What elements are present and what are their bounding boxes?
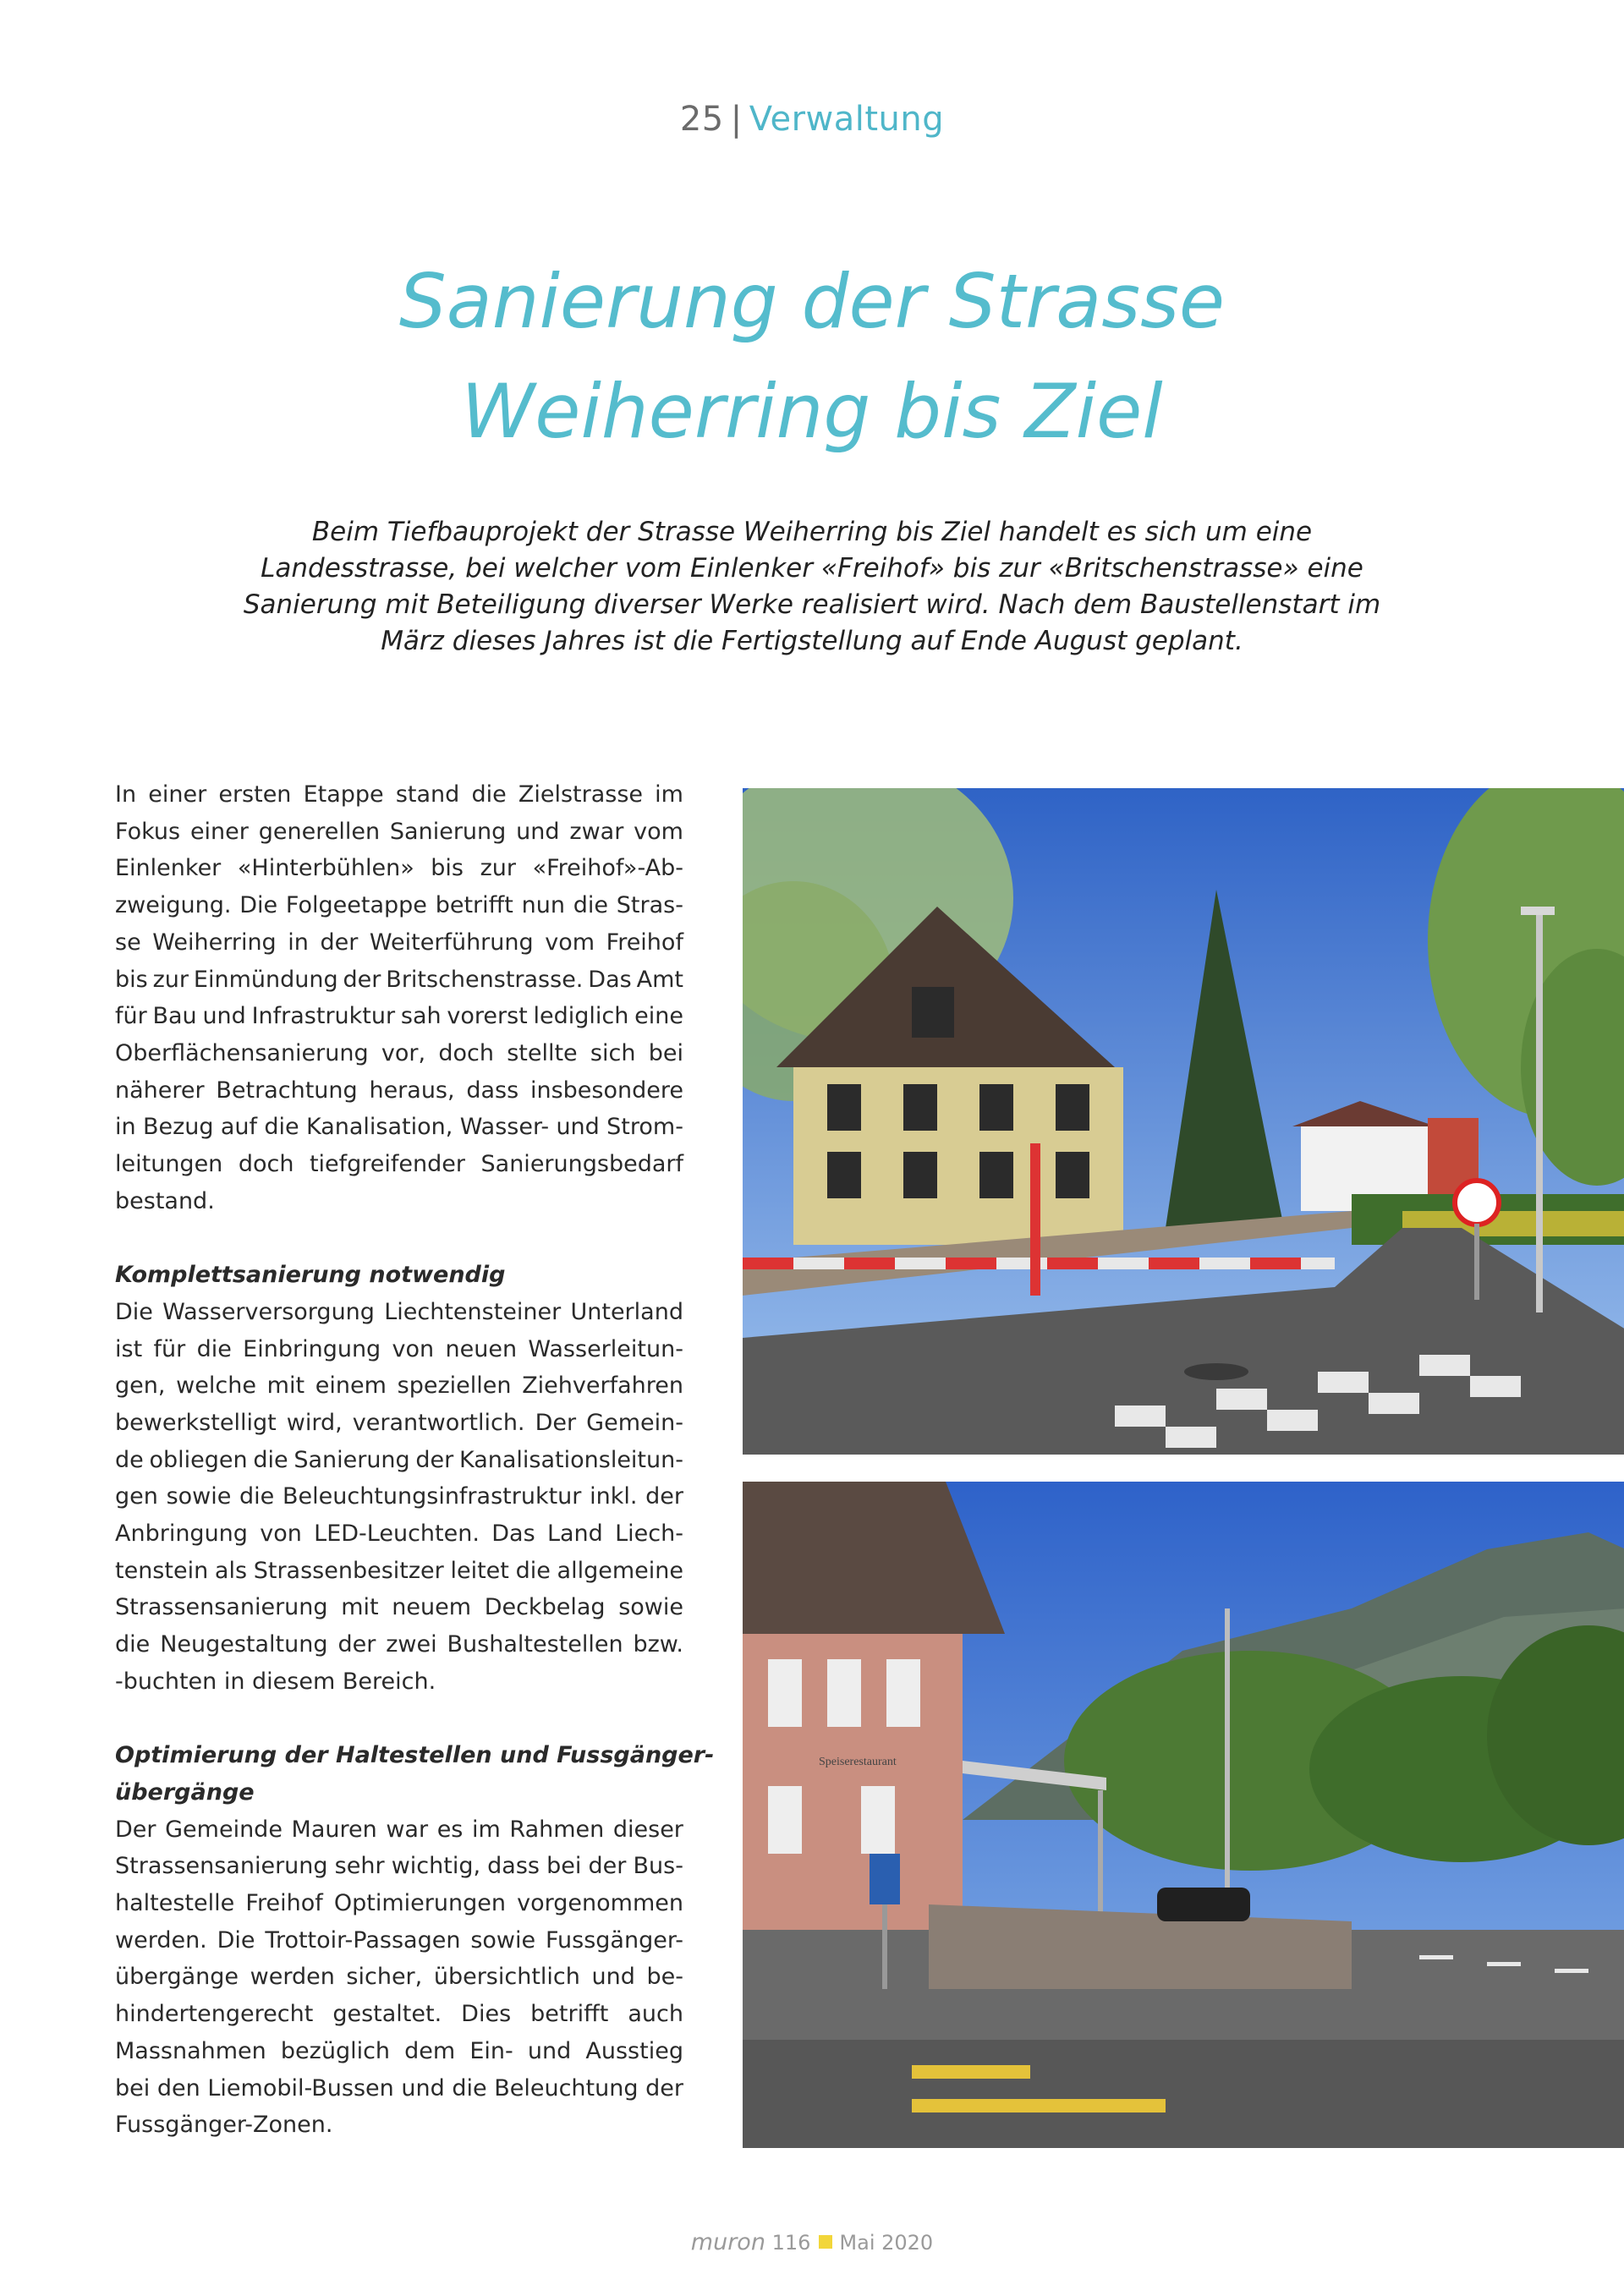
road-construction-photo: [743, 788, 1624, 1455]
body-line: se Weiherring in der Weiterführung vom Freihof: [115, 929, 683, 956]
body-line: in Bezug auf die Kanalisation, Wasser- und Strom-: [115, 1114, 683, 1141]
body-line: die Neugestaltung der zwei Bushaltestellen bzw.: [115, 1631, 683, 1658]
bus-stop-photo: [743, 1482, 1624, 2148]
body-line: gen, welche mit einem speziellen Ziehverfahren: [115, 1373, 683, 1400]
body-line: Strassensanierung sehr wichtig, dass bei der Bus-: [115, 1853, 683, 1880]
issue-number: 116: [771, 2231, 811, 2255]
body-line: bei den Liemobil-Bussen und die Beleuchtung der: [115, 2074, 683, 2101]
body-line: übergänge werden sicher, übersichtlich und be-: [115, 1964, 683, 1991]
body-line: Anbringung von LED-Leuchten. Das Land Liech-: [115, 1521, 683, 1548]
body-text: [115, 776, 715, 2144]
body-line: Die Wasserversorgung Liechtensteiner Unterland: [115, 1298, 683, 1325]
body-line: Strassensanierung mit neuem Deckbelag sowie: [115, 1594, 683, 1621]
article-title: [0, 247, 1624, 467]
lead-line: Beim Tiefbauprojekt der Strasse Weiherring bis Ziel handelt es sich um eine: [311, 517, 1313, 547]
body-line: Fokus einer generellen Sanierung und zwar vom: [115, 818, 683, 845]
body-line: leitungen doch tiefgreifender Sanierungsbedarf: [115, 1151, 683, 1178]
body-line: näherer Betrachtung heraus, dass insbesondere: [115, 1077, 683, 1104]
body-line: haltestelle Freihof Optimierungen vorgenommen: [115, 1890, 683, 1917]
body-line: Fussgänger-Zonen.: [115, 2112, 333, 2139]
body-line: für Bau und Infrastruktur sah vorerst lediglich eine: [115, 1003, 683, 1030]
body-line: bestand.: [115, 1187, 215, 1214]
restaurant-sign: Speiserestaurant: [819, 1756, 897, 1768]
body-line: Einlenker «Hinterbühlen» bis zur «Freihof»-Ab-: [115, 855, 683, 882]
lead-line: Sanierung mit Beteiligung diverser Werke realisiert wird. Nach dem Baustellenstart im: [243, 589, 1381, 620]
body-line: Massnahmen bezüglich dem Ein- und Ausstieg: [115, 2037, 683, 2064]
lead-line: Landesstrasse, bei welcher vom Einlenker «Freihof» bis zur «Britschenstrasse» eine: [261, 553, 1363, 584]
title-line: Sanierung der Strasse: [398, 258, 1226, 345]
body-line: de obliegen die Sanierung der Kanalisationsleitun-: [115, 1446, 683, 1473]
body-line: In einer ersten Etappe stand die Zielstrasse im: [115, 781, 683, 808]
subheading: Komplettsanierung notwendig: [115, 1262, 506, 1289]
body-line: gen sowie die Beleuchtungsinfrastruktur inkl. der: [115, 1483, 683, 1510]
page-header: [0, 100, 1624, 139]
square-icon: [819, 2235, 832, 2249]
header-separator: |: [730, 100, 743, 139]
body-line: tenstein als Strassenbesitzer leitet die allgemeine: [115, 1557, 683, 1584]
body-line: zweigung. Die Folgeetappe betrifft nun die Stras-: [115, 892, 683, 919]
subheading: übergänge: [115, 1778, 255, 1806]
body-line: Der Gemeinde Mauren war es im Rahmen dieser: [115, 1816, 683, 1843]
paragraph-gap: [115, 1219, 683, 1257]
paragraph-gap: [115, 1701, 683, 1738]
body-line: bis zur Einmündung der Britschenstrasse. Das Amt: [115, 966, 683, 993]
body-line: werden. Die Trottoir-Passagen sowie Fussgänger-: [115, 1926, 683, 1954]
lead-paragraph: [220, 514, 1404, 660]
lead-line: März dieses Jahres ist die Fertigstellung auf Ende August geplant.: [381, 626, 1243, 656]
magazine-brand: muron: [690, 2229, 765, 2255]
title-line: Weiherring bis Ziel: [461, 368, 1163, 455]
body-line: -buchten in diesem Bereich.: [115, 1668, 436, 1695]
issue-date: Mai 2020: [839, 2231, 934, 2255]
subheading: Optimierung der Haltestellen und Fussgänger-: [115, 1742, 715, 1769]
body-line: bewerkstelligt wird, verantwortlich. Der Gemein-: [115, 1409, 683, 1436]
body-line: hindertengerecht gestaltet. Dies betrifft auch: [115, 2001, 683, 2028]
body-line: ist für die Einbringung von neuen Wasserleitun-: [115, 1335, 683, 1362]
body-line: Oberflächensanierung vor, doch stellte sich bei: [115, 1039, 683, 1066]
page-number: 25: [679, 100, 724, 139]
section-name: Verwaltung: [749, 100, 945, 139]
page-footer: [0, 2229, 1624, 2255]
